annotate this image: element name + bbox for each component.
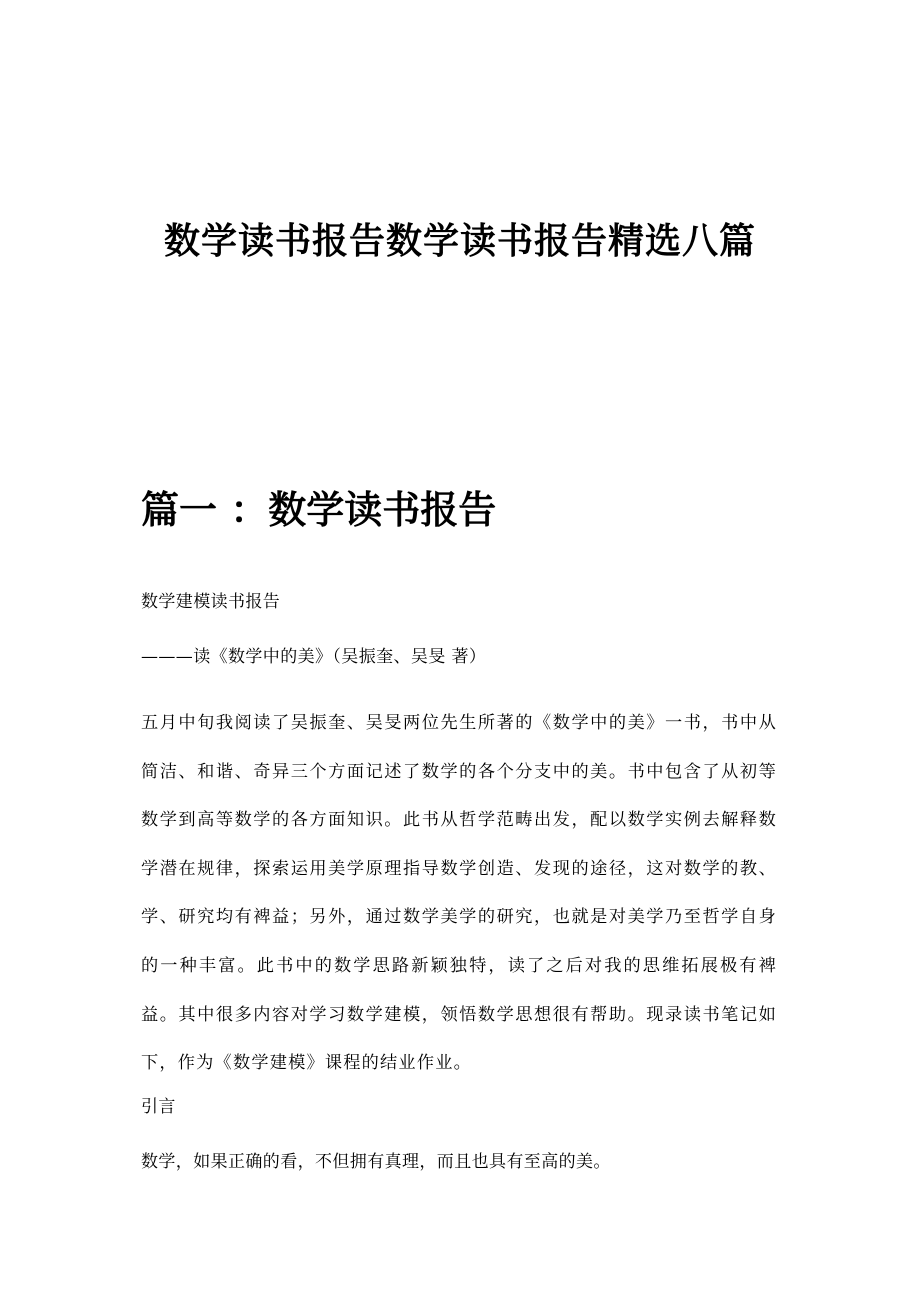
intro-heading: 引言 [141, 1097, 176, 1117]
report-subtitle: 数学建模读书报告 [141, 592, 281, 612]
section-heading: 篇一 ：数学读书报告 [141, 487, 497, 532]
document-title: 数学读书报告数学读书报告精选八篇 [163, 220, 756, 262]
body-paragraph: 五月中旬我阅读了吴振奎、吴旻两位先生所著的《数学中的美》一书，书中从简洁、和谐、奇异三个方面记述了数学的各个分支中的美。书中包含了从初等数学到高等数学的各方面知识。此书从哲学范畴出发，配以数学实例去解释数学潜在规律，探索运用美学原理指导数学创造、发现的途径，这对数学的教、学、研究均有裨益；另外，通过数学美学的研究，也就是对美学乃至哲学自身的一种丰富。此书中的数学思路新颖独特，读了之后对我的思维拓展极有裨益。其中很多内容对学习数学建模，领悟数学思想很有帮助。现录读书笔记如下，作为《数学建模》课程的结业作业。 [141, 713, 777, 1074]
book-byline: ———读《数学中的美》（吴振奎、吴旻 著） [141, 647, 487, 667]
intro-text: 数学，如果正确的看，不但拥有真理，而且也具有至高的美。 [141, 1152, 611, 1172]
